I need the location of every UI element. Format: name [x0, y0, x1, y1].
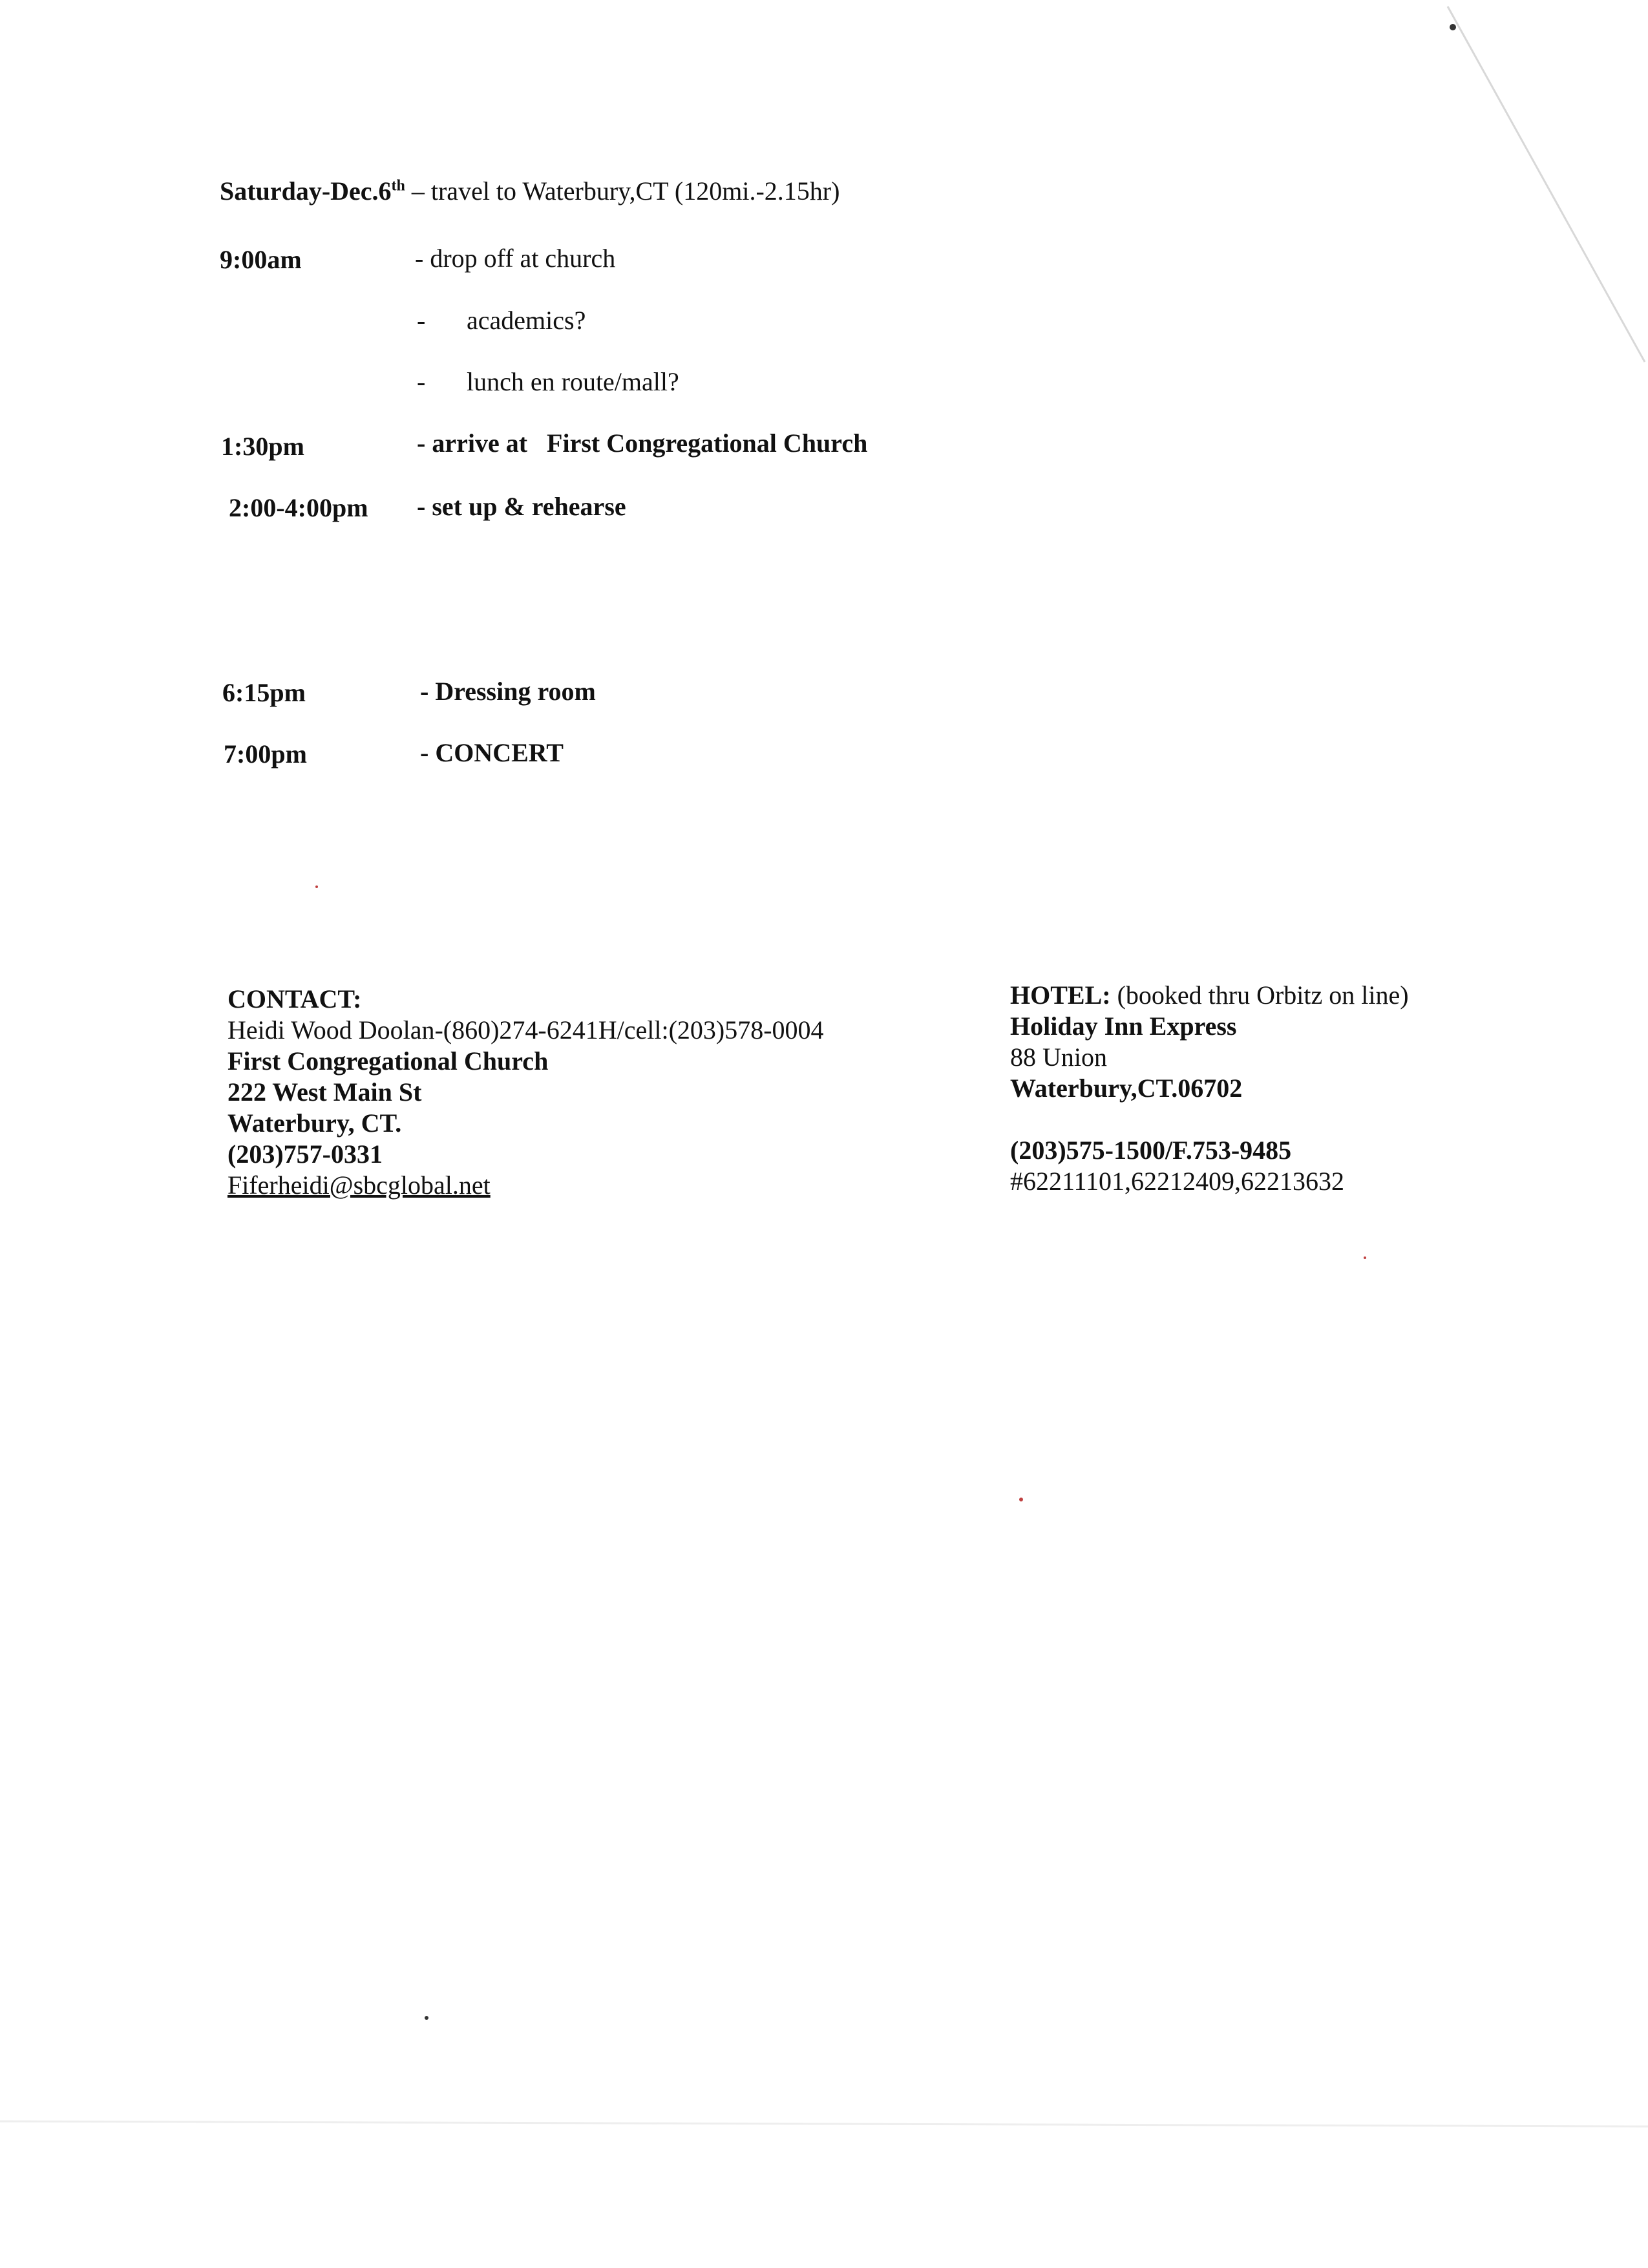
schedule-item-dash: - [417, 367, 426, 396]
schedule-time: 2:00-4:00pm [229, 493, 368, 522]
schedule-time: 7:00pm [224, 739, 307, 768]
schedule-item: - set up & rehearse [417, 492, 626, 521]
schedule-item-dash: - [417, 306, 426, 335]
contact-city: Waterbury, CT. [227, 1108, 402, 1138]
hotel-note: (booked thru Orbitz on line) [1110, 980, 1409, 1010]
hotel-name: Holiday Inn Express [1010, 1012, 1237, 1041]
schedule-time: 9:00am [220, 245, 302, 274]
schedule-item: - Dressing room [420, 677, 596, 706]
hotel-spacer [1010, 1104, 1409, 1135]
hotel-city: Waterbury,CT.06702 [1010, 1074, 1243, 1103]
schedule-time: 1:30pm [221, 432, 304, 461]
trip-day: Saturday-Dec.6 [220, 176, 392, 206]
schedule-item-prefix: - arrive at [417, 429, 528, 458]
contact-email[interactable]: Fiferheidi@sbcglobal.net [227, 1171, 491, 1200]
hotel-confirmations: #62211101,62212409,62213632 [1010, 1167, 1345, 1196]
hotel-heading: HOTEL: [1010, 980, 1111, 1010]
hotel-heading-line [1010, 980, 1409, 1011]
contact-org: First Congregational Church [227, 1046, 549, 1076]
trip-day-suffix: th [391, 177, 405, 195]
trip-travel: – travel to Waterbury,CT (120mi.-2.15hr) [405, 176, 840, 206]
hotel-street: 88 Union [1010, 1043, 1107, 1072]
hotel-block [1010, 980, 1409, 1197]
contact-block [227, 984, 824, 1201]
schedule-item [417, 428, 867, 458]
contact-phone: (203)757-0331 [227, 1139, 383, 1169]
contact-street: 222 West Main St [227, 1077, 422, 1107]
schedule-item: academics? [467, 306, 586, 335]
contact-heading: CONTACT: [227, 984, 362, 1013]
schedule-item: - CONCERT [420, 738, 564, 767]
schedule-item: - drop off at church [415, 244, 616, 273]
schedule-item: lunch en route/mall? [467, 367, 679, 396]
contact-name-phone: Heidi Wood Doolan-(860)274-6241H/cell:(203)578-0004 [227, 1015, 824, 1044]
trip-header [220, 176, 840, 206]
schedule-time: 6:15pm [222, 678, 306, 707]
hotel-phone: (203)575-1500/F.753-9485 [1010, 1136, 1292, 1165]
venue-name: First Congregational Church [547, 429, 868, 458]
